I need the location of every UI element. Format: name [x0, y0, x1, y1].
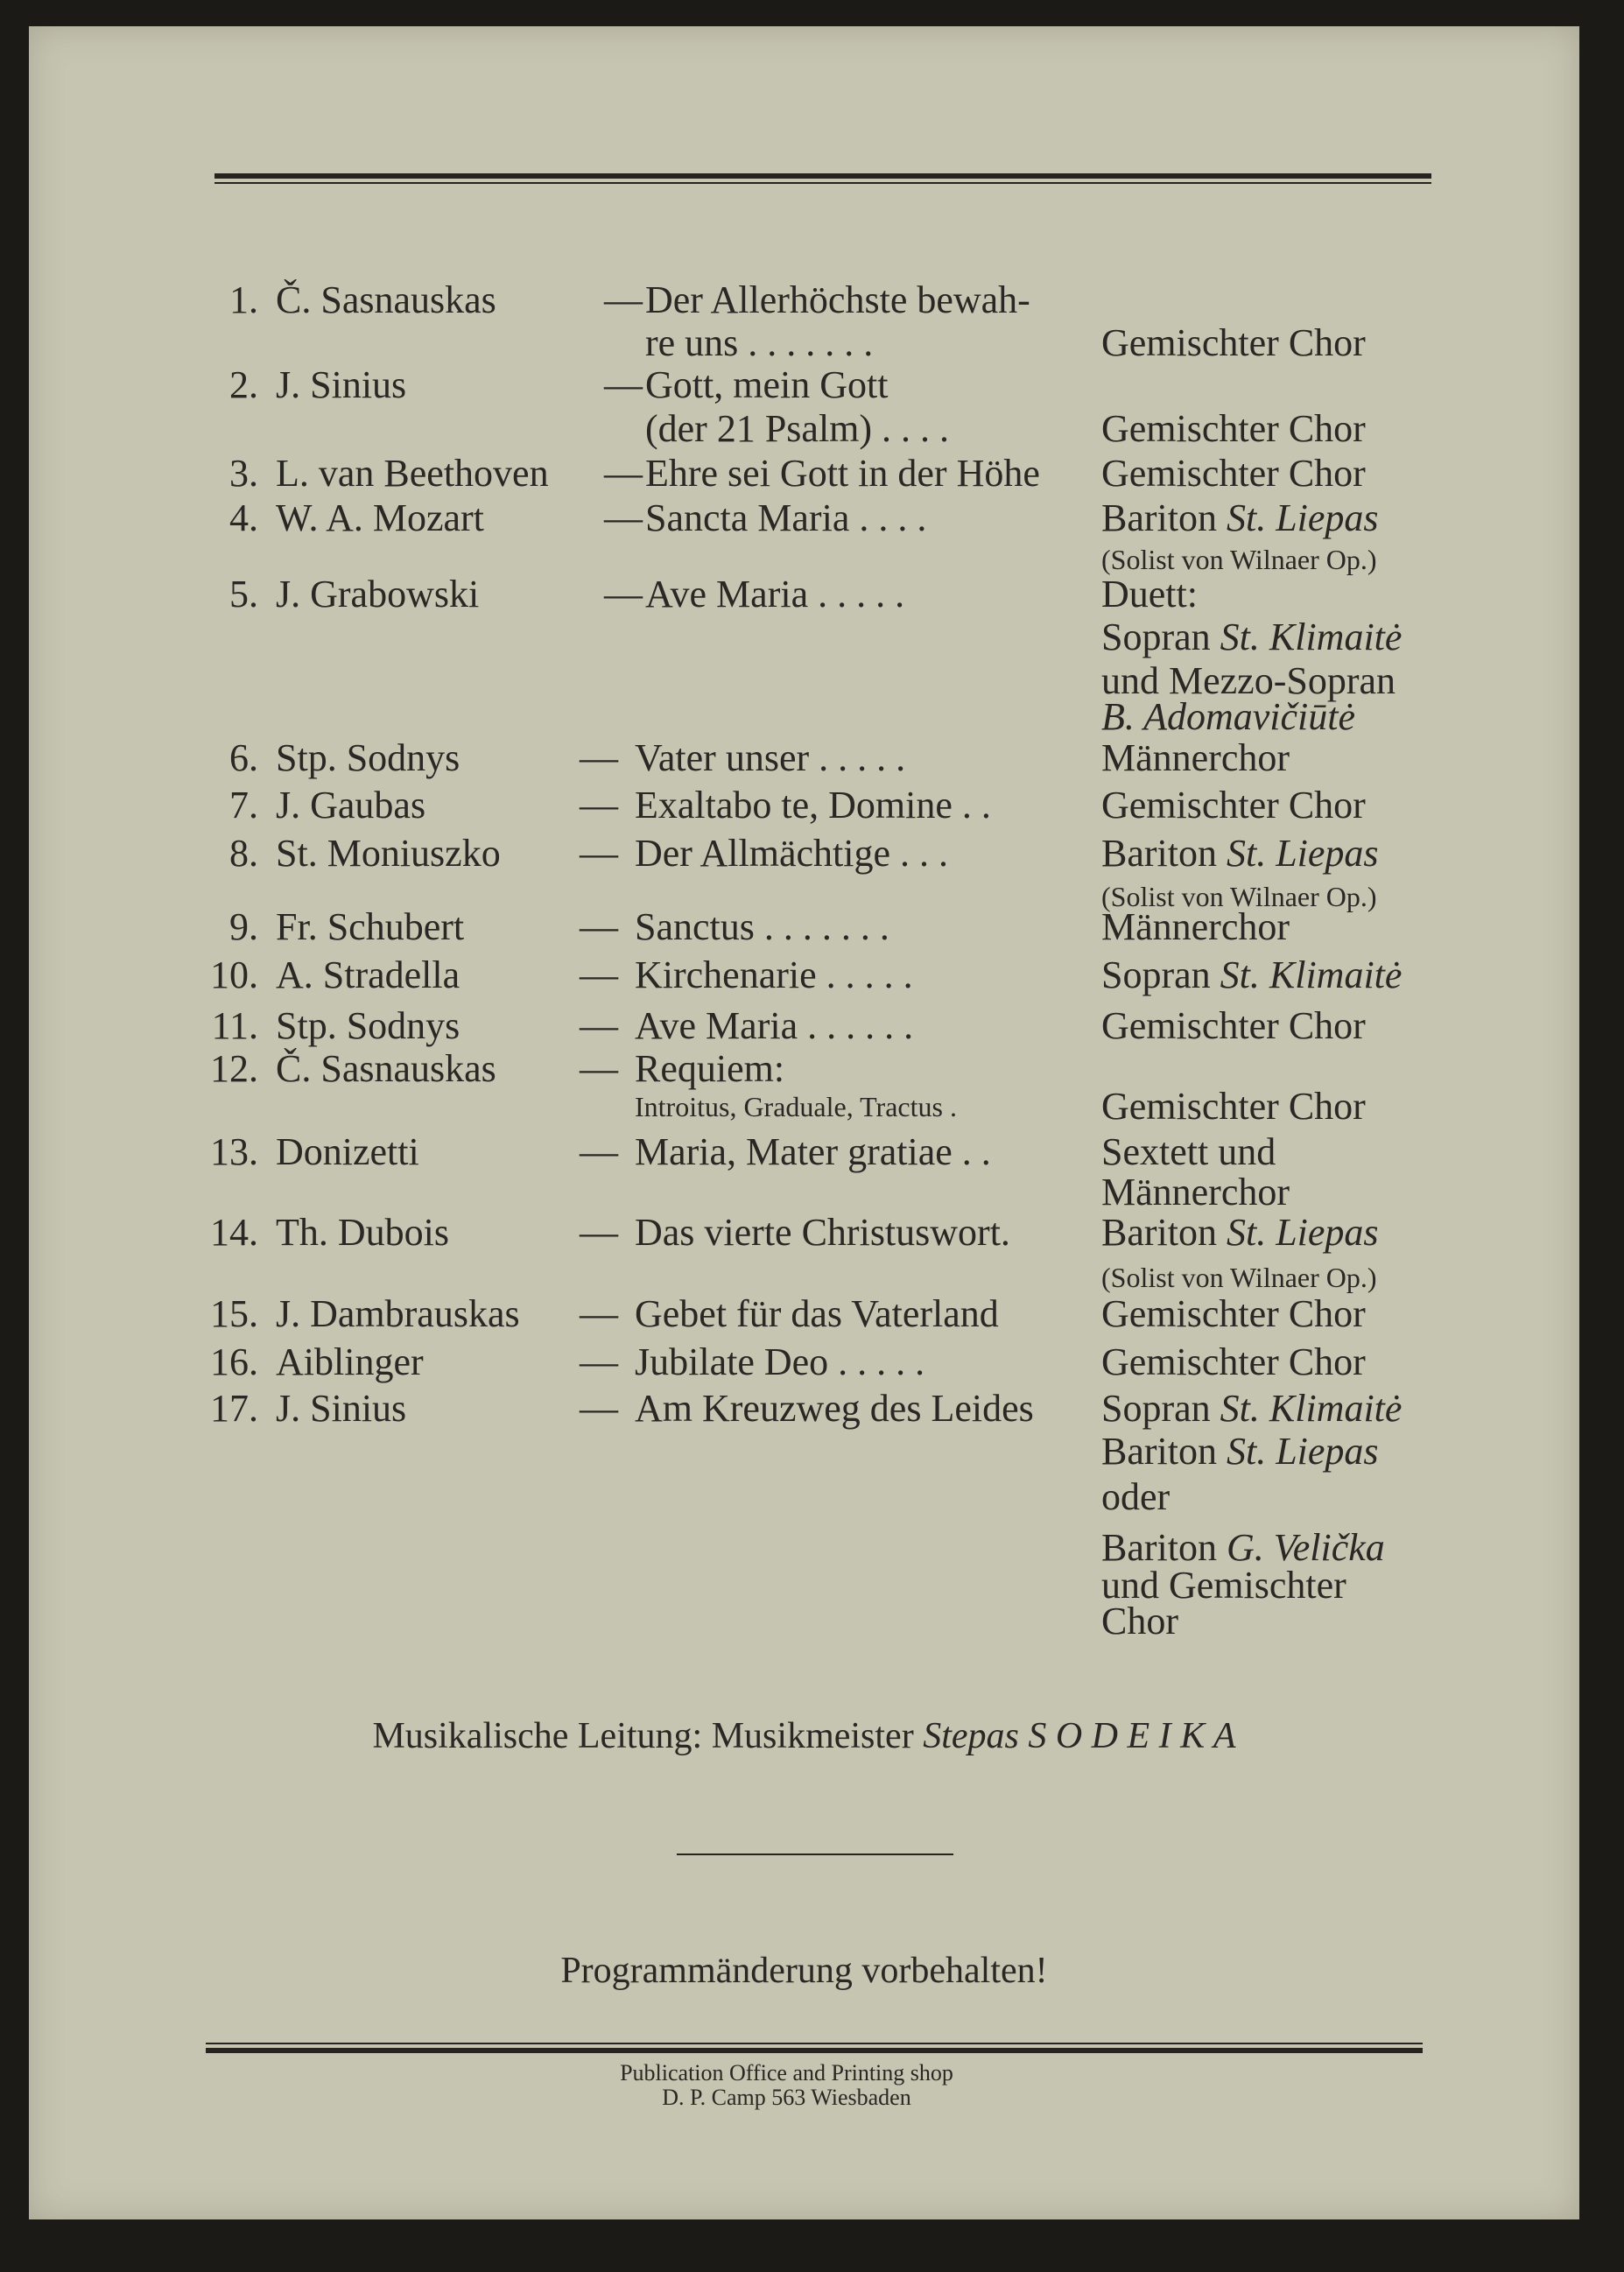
composer: Fr. Schubert [276, 905, 465, 948]
performer-text: und Gemischter [1101, 1564, 1346, 1607]
footer-line-1: Publication Office and Printing shop [620, 2060, 953, 2086]
composer: Th. Dubois [276, 1211, 449, 1254]
item-number: 10. [210, 953, 258, 996]
dash: — [580, 1292, 618, 1335]
piece-title: Jubilate Deo . . . . . [635, 1340, 925, 1383]
dash: — [604, 573, 643, 615]
footer-line-2: D. P. Camp 563 Wiesbaden [662, 2085, 911, 2110]
performer-text: Gemischter Chor [1101, 1004, 1366, 1047]
dash: — [580, 1004, 618, 1047]
performer-line [1101, 1004, 1366, 1047]
performer-text: Männerchor [1101, 1171, 1290, 1213]
item-number: 1. [229, 278, 258, 321]
piece-title: re uns . . . . . . . [645, 321, 874, 364]
dash: — [580, 1340, 618, 1383]
performer-text: Männerchor [1101, 905, 1290, 948]
performer-text: Gemischter Chor [1101, 1085, 1366, 1128]
composer: W. A. Mozart [276, 496, 484, 539]
dash: — [580, 784, 618, 827]
piece-title: Sancta Maria . . . . [645, 496, 927, 539]
performer-line [1101, 538, 1377, 576]
piece-title: Vater unser . . . . . [635, 736, 906, 779]
performer-line [1101, 905, 1290, 948]
composer: Stp. Sodnys [276, 736, 460, 779]
piece-title: Requiem: [635, 1047, 785, 1090]
piece-title: Kirchenarie . . . . . [635, 953, 913, 996]
dash: — [604, 496, 643, 539]
composer: J. Gaubas [276, 784, 426, 827]
performer-text: Sextett und [1101, 1130, 1276, 1173]
composer: Aiblinger [276, 1340, 424, 1383]
performer-text: (Solist von Wilnaer Op.) [1101, 1262, 1377, 1293]
performer-text: Bariton [1101, 1526, 1227, 1569]
piece-title: Der Allmächtige . . . [635, 832, 949, 875]
performer-line [1101, 615, 1403, 658]
short-divider [677, 1853, 953, 1855]
performer-text: oder [1101, 1475, 1171, 1518]
item-number: 6. [229, 736, 258, 779]
item-number: 11. [211, 1004, 258, 1047]
performer-text: Gemischter Chor [1101, 321, 1366, 364]
item-number: 17. [210, 1387, 258, 1430]
composer: J. Sinius [276, 363, 407, 406]
performer-line [1101, 496, 1379, 539]
performer-line [1101, 1389, 1402, 1428]
dash: — [580, 832, 618, 875]
piece-title: Ave Maria . . . . . [645, 573, 905, 615]
performer-line [1101, 407, 1366, 450]
item-number: 16. [210, 1340, 258, 1383]
soloist-name: B. Adomavičiūtė [1101, 695, 1355, 738]
piece-title: Ehre sei Gott in der Höhe [645, 452, 1040, 495]
program-change-notice: Programmänderung vorbehalten! [560, 1951, 1048, 1991]
dash: — [580, 953, 618, 996]
dash: — [604, 278, 643, 321]
performer-text: Gemischter Chor [1101, 784, 1366, 827]
item-number: 14. [210, 1211, 258, 1254]
piece-title: (der 21 Psalm) . . . . [645, 407, 950, 450]
performer-text: Bariton [1101, 1430, 1227, 1473]
bottom-rule [206, 2048, 1423, 2053]
performer-text: (Solist von Wilnaer Op.) [1101, 881, 1377, 912]
soloist-name: St. Klimaitė [1220, 1387, 1403, 1430]
performer-line [1101, 321, 1366, 364]
soloist-name: St. Liepas [1226, 1211, 1379, 1254]
composer: Č. Sasnauskas [276, 1047, 496, 1090]
performer-text: Männerchor [1101, 736, 1290, 779]
performer-line [1101, 1130, 1276, 1173]
performer-text: Gemischter Chor [1101, 1292, 1366, 1335]
performer-text: und Mezzo-Sopran [1101, 659, 1396, 702]
item-number: 15. [210, 1292, 258, 1335]
soloist-name: St. Klimaitė [1220, 615, 1403, 658]
performer-text: Sopran [1101, 615, 1220, 658]
item-number: 4. [229, 496, 258, 539]
performer-line [1101, 1340, 1366, 1383]
performer-line [1101, 1087, 1366, 1126]
performer-line [1101, 1432, 1379, 1471]
piece-title: Das vierte Christuswort. [635, 1211, 1010, 1254]
item-number: 5. [229, 573, 258, 615]
composer: J. Dambrauskas [276, 1292, 520, 1335]
soloist-name: G. Velička [1226, 1526, 1385, 1569]
performer-line [1101, 575, 1198, 614]
dash: — [580, 1047, 618, 1090]
performer-line [1101, 454, 1366, 493]
dash: — [580, 736, 618, 779]
bottom-rule-thin [206, 2043, 1423, 2044]
performer-line [1101, 834, 1379, 873]
performer-line [1101, 1173, 1290, 1212]
item-number: 8. [229, 832, 258, 875]
item-number: 3. [229, 452, 258, 495]
piece-title: Ave Maria . . . . . . [635, 1004, 914, 1047]
soloist-name: St. Klimaitė [1220, 953, 1403, 996]
dash: — [580, 905, 618, 948]
piece-title: Exaltabo te, Domine . . [635, 784, 991, 827]
performer-text: Duett: [1101, 573, 1198, 615]
conductor-first-name: Stepas [923, 1716, 1019, 1756]
composer: J. Grabowski [276, 573, 480, 615]
item-number: 2. [229, 363, 258, 406]
performer-line [1101, 1292, 1366, 1335]
composer: L. van Beethoven [276, 452, 549, 495]
musical-direction [29, 1715, 1579, 1757]
performer-text: Chor [1101, 1600, 1178, 1642]
performer-text: Bariton [1101, 1211, 1227, 1254]
dash: — [580, 1387, 618, 1430]
piece-title: Maria, Mater gratiae . . [635, 1130, 991, 1173]
soloist-name: St. Liepas [1226, 496, 1379, 539]
direction-label: Musikalische Leitung: Musikmeister [372, 1716, 924, 1756]
piece-title: Gebet für das Vaterland [635, 1292, 999, 1335]
dash: — [580, 1211, 618, 1254]
item-number: 12. [210, 1047, 258, 1090]
performer-line [1101, 953, 1403, 996]
piece-title: Der Allerhöchste bewah- [645, 278, 1030, 321]
piece-title: Introitus, Graduale, Tractus . [635, 1091, 957, 1122]
performer-line [1101, 1602, 1178, 1641]
performer-line [1101, 1256, 1377, 1294]
dash: — [580, 1130, 618, 1173]
performer-text: Bariton [1101, 832, 1227, 875]
performer-line [1101, 786, 1366, 825]
program-sheet [29, 26, 1579, 2219]
performer-line [1101, 1526, 1385, 1569]
performer-text: (Solist von Wilnaer Op.) [1101, 544, 1377, 575]
performer-line [1101, 736, 1290, 779]
top-rule [214, 173, 1431, 179]
item-number: 7. [229, 784, 258, 827]
item-number: 9. [229, 905, 258, 948]
composer: A. Stradella [276, 953, 460, 996]
piece-title: Gott, mein Gott [645, 363, 889, 406]
composer: Stp. Sodnys [276, 1004, 460, 1047]
composer: Donizetti [276, 1130, 419, 1173]
performer-text: Bariton [1101, 496, 1227, 539]
dash: — [604, 363, 643, 406]
composer: Č. Sasnauskas [276, 278, 496, 321]
performer-line [1101, 695, 1355, 738]
composer: St. Moniuszko [276, 832, 501, 875]
item-number: 13. [210, 1130, 258, 1173]
dash: — [604, 452, 643, 495]
top-rule-thin [214, 182, 1431, 184]
soloist-name: St. Liepas [1226, 1430, 1379, 1473]
performer-text: Gemischter Chor [1101, 1340, 1366, 1383]
soloist-name: St. Liepas [1226, 832, 1379, 875]
performer-text: Sopran [1101, 1387, 1220, 1430]
piece-title: Sanctus . . . . . . . [635, 905, 889, 948]
composer: J. Sinius [276, 1387, 407, 1430]
conductor-last-name: S O D E I K A [1028, 1716, 1236, 1756]
performer-text: Sopran [1101, 953, 1220, 996]
performer-line [1101, 1475, 1171, 1518]
performer-line [1101, 1213, 1379, 1252]
performer-text: Gemischter Chor [1101, 407, 1366, 450]
piece-title: Am Kreuzweg des Leides [635, 1387, 1034, 1430]
performer-text: Gemischter Chor [1101, 452, 1366, 495]
